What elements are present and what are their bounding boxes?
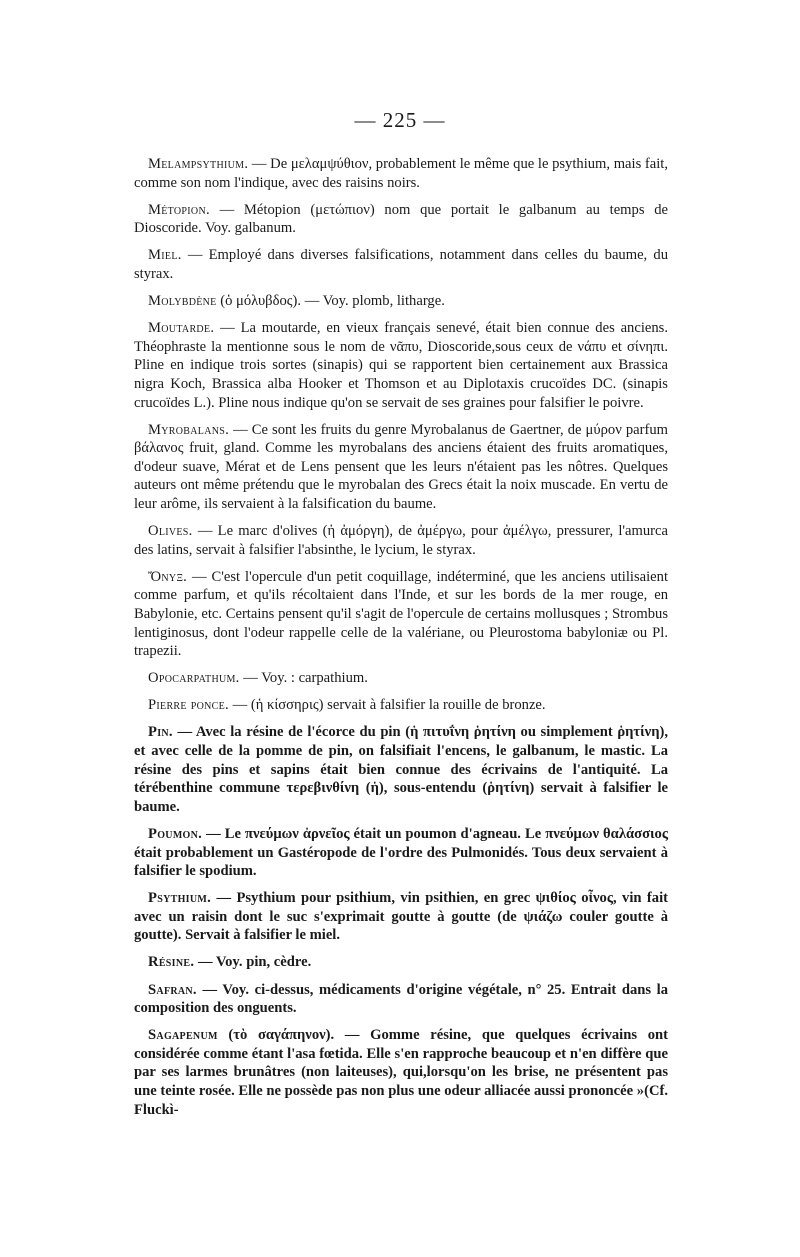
entry-text: — Voy. : carpathium.: [239, 670, 368, 687]
entry-psythium: [134, 889, 668, 945]
entry-text: (τὸ σαγάπηνον). — Gomme résine, que quelques écrivains ont considérée comme étant l'asa fœtida. Elle s'en rapproche beaucoup et n'en diffère que par ses larmes brunâtres (non laiteuses), qui,lorsqu'on les brise, ne présentent pas une teinte rosée. Elle ne possède pas non plus une odeur alliacée aussi prononcée »(Cf. Fluckì-: [134, 1027, 668, 1118]
entry-text: — La moutarde, en vieux français senevé, était bien connue des anciens. Théophraste la mentionne sous le nom de νᾶπυ, Dioscoride,sous ceux de νάπυ et σίνηπι. Pline en indique trois sortes (sinapis) qui se rapportent bien certainement aux Brassica nigra Koch, Brassica alba Hooker et Thomson et au Diplotaxis crucoïdes DC. (sinapis crucoïdes L.). Pline nous indique qu'on se servait de ses graines pour falsifier le poivre.: [134, 320, 668, 411]
entry-text: — Métopion (μετώπιον) nom que portait le galbanum au temps de Dioscoride. Voy. galbanum.: [134, 201, 668, 237]
entry-headword: Poumon.: [148, 825, 203, 842]
page-number: — 225 —: [354, 108, 446, 132]
entry-melampsythium: [134, 155, 668, 192]
entry-text: — Le marc d'olives (ἡ ἀμόργη), de ἀμέργω, pour ἀμέλγω, pressurer, l'amurca des latins, servait à falsifier l'absinthe, le lycium, le styrax.: [134, 523, 668, 558]
entry-safran: [134, 981, 668, 1018]
entry-headword: Melampsythium.: [148, 156, 249, 172]
entry-text: — Avec la résine de l'écorce du pin (ἡ πιτυΐνη ῥητίνη ou simplement ῥητίνη), et avec celle de la pomme de pin, on falsifiait l'encens, le galbanum, le mastic. La résine des pins et sapins était bien connue des écrivains de l'antiquité. La térébenthine commune τερεβινθίνη (ἡ), sous-entendu (ῥητίνη) servait à falsifier le baume.: [134, 724, 668, 815]
entry-headword: Résine.: [148, 954, 195, 971]
entry-headword: Olives.: [148, 523, 193, 540]
entry-metopion: [134, 201, 668, 238]
entry-headword: Moutarde.: [148, 320, 215, 337]
entry-onyx: [134, 568, 668, 661]
entry-poumon: [134, 825, 668, 881]
entry-headword: Pierre ponce.: [148, 697, 229, 714]
entry-headword: Psythium.: [148, 890, 212, 907]
entry-pin: [134, 723, 668, 816]
entry-text: — C'est l'opercule d'un petit coquillage, indéterminé, que les anciens utilisaient comme parfum, et qu'ils récoltaient dans l'Inde, et sur les bords de la mer rouge, en Babylonie, etc. Certains pensent qu'il s'agit de l'opercule de certains mollusques ; Strombus lentiginosus, dont l'odeur rappelle celle de la valériane, ou Pleurostoma babyloniæ ou Pl. trapezii.: [134, 568, 668, 660]
entry-headword: Opocarpathum.: [148, 670, 240, 687]
entry-headword: Ὄνυξ.: [148, 568, 188, 585]
entry-text: — Voy. ci-dessus, médicaments d'origine végétale, n° 25. Entrait dans la composition des onguents.: [134, 981, 668, 1017]
entry-olives: [134, 522, 668, 559]
entry-text: — Voy. pin, cèdre.: [194, 954, 312, 971]
entry-text: — Employé dans diverses falsifications, notamment dans celles du baume, du styrax.: [134, 247, 668, 282]
entry-headword: Myrobalans.: [148, 421, 230, 438]
entry-text: — Ce sont les fruits du genre Myrobalanus de Gaertner, de μύρον parfum βάλανος fruit, gland. Comme les myrobalans des anciens étaient des fruits aromatiques, d'odeur suave, Mérat et de Lens pensent que les leurs n'étaient pas les nôtres. Quelques auteurs ont même prétendu que le myrobalan des Grecs était la noix muscade. En vertu de leur arôme, ils servaient à la falsification du baume.: [134, 421, 668, 512]
entry-text: (ὁ μόλυβδος). — Voy. plomb, litharge.: [216, 293, 445, 310]
entry-text: — Le πνεύμων ἀρνεῖος était un poumon d'agneau. Le πνεύμων θαλάσσιος était probablement un Gastéropode de l'ordre des Pulmonidés. Tous deux servaient à falsifier le spodium.: [134, 825, 668, 880]
entry-myrobalans: [134, 421, 668, 514]
entry-headword: Miel.: [148, 247, 182, 264]
entry-molybdene: [134, 292, 668, 311]
entry-text: — (ἡ κίσσηρις) servait à falsifier la rouille de bronze.: [228, 697, 546, 714]
entry-headword: Molybdène: [148, 293, 217, 310]
entry-headword: Sagapenum: [148, 1027, 218, 1044]
entry-opocarpathum: [134, 669, 668, 688]
entry-resine: [134, 953, 668, 972]
entry-pierre-ponce: [134, 696, 668, 715]
entry-miel: [134, 246, 668, 283]
entry-headword: Safran.: [148, 981, 197, 998]
entry-moutarde: [134, 319, 668, 412]
entries-list: [134, 155, 668, 1128]
entry-sagapenum: [134, 1026, 668, 1119]
entry-text: — Psythium pour psithium, vin psithien, en grec ψιθίος οἶνος, vin fait avec un raisin dont le suc s'exprimait goutte à goutte (de ψιάζω couler goutte à goutte). Servait à falsifier le miel.: [134, 890, 668, 944]
entry-text: — De μελαμψύθιον, probablement le même que le psythium, mais fait, comme son nom l'indique, avec des raisins noirs.: [134, 156, 669, 191]
entry-headword: Pin.: [148, 724, 173, 741]
entry-headword: Métopion.: [148, 201, 210, 218]
